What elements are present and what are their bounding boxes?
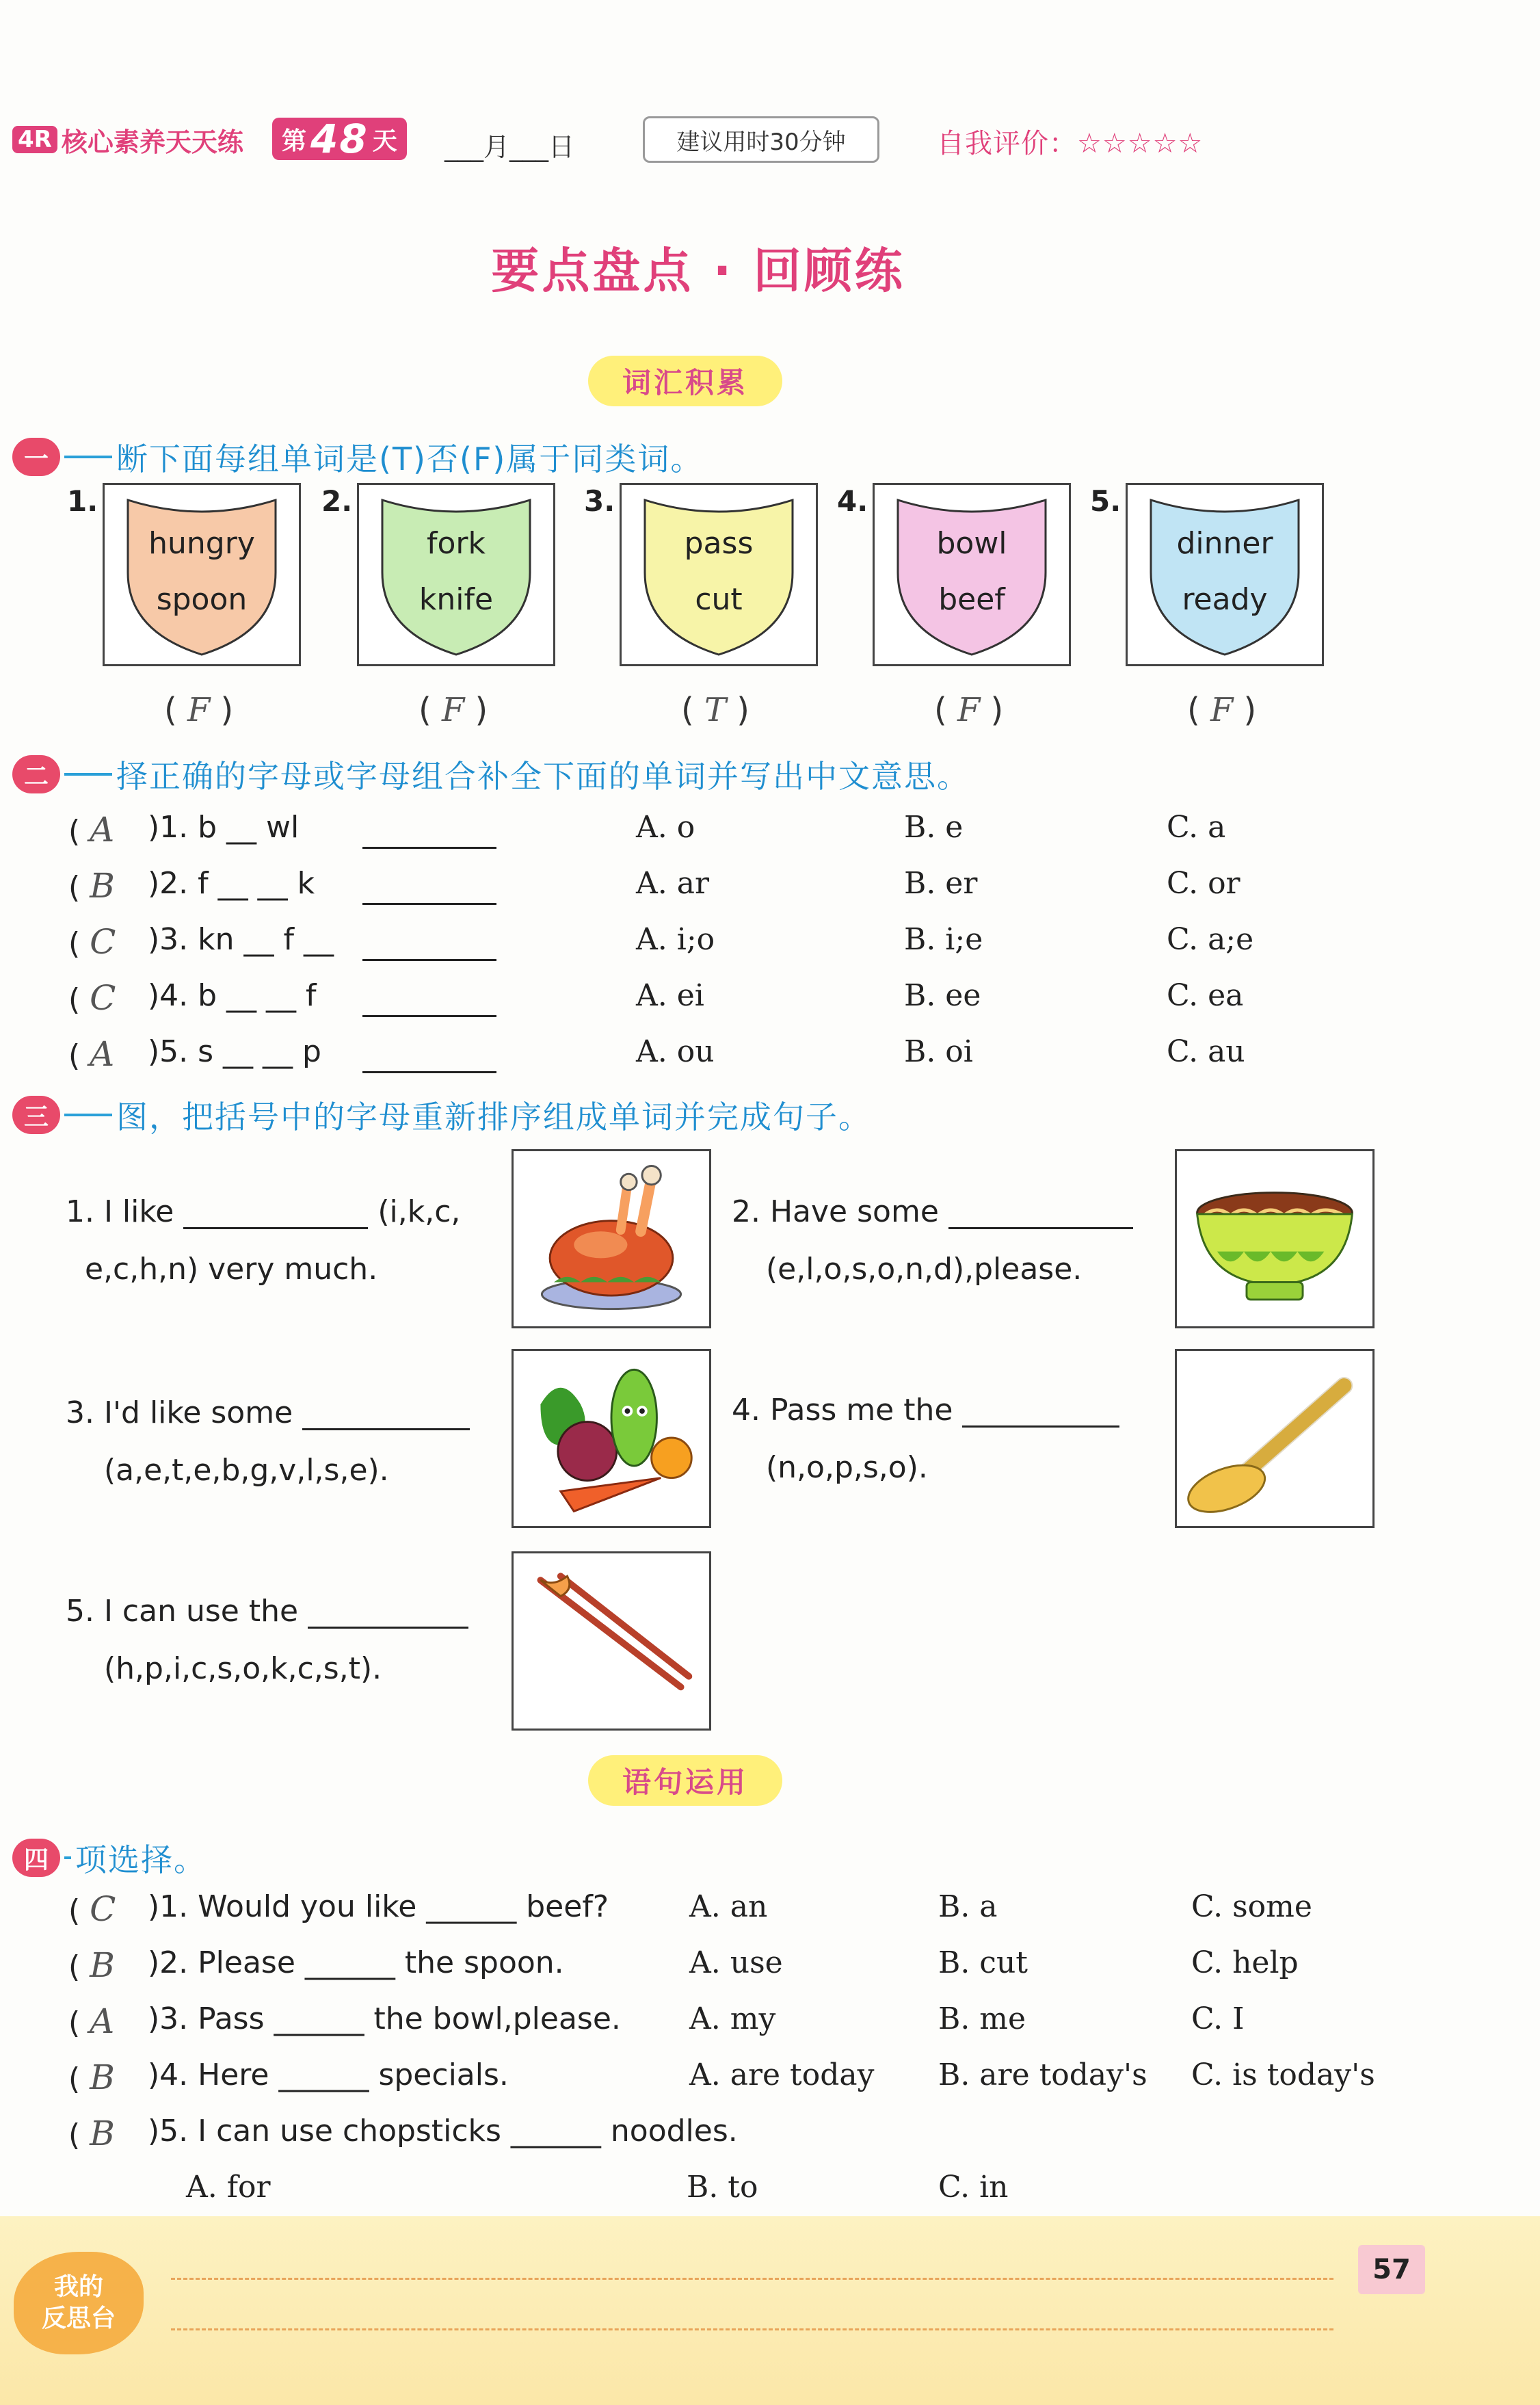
answer-bracket[interactable]: ( C bbox=[68, 978, 116, 1018]
sentence-banner: 语句运用 bbox=[588, 1755, 782, 1806]
section-instruction: 择正确的字母或字母组合补全下面的单词并写出中文意思。 bbox=[116, 758, 970, 795]
s3-text: (i,k,c, bbox=[377, 1194, 461, 1229]
question-text: )3. Pass ______ the bowl,please. bbox=[148, 2001, 621, 2036]
shield-icon bbox=[1140, 490, 1310, 660]
question-text: )1. Would you like ______ beef? bbox=[148, 1889, 609, 1924]
option-a[interactable]: A. an bbox=[689, 1889, 768, 1924]
reflection-badge bbox=[14, 2252, 144, 2354]
time-hint: 建议用时30分钟 bbox=[643, 116, 879, 163]
divider bbox=[64, 1856, 71, 1859]
section-3-heading bbox=[12, 1094, 871, 1135]
option-c[interactable]: C. ea bbox=[1167, 978, 1244, 1013]
option-c[interactable]: C. a bbox=[1167, 810, 1226, 845]
word-pair-card bbox=[357, 483, 555, 666]
section-instruction: 断下面每组单词是(T)否(F)属于同类词。 bbox=[116, 441, 704, 477]
word-2: knife bbox=[419, 582, 494, 617]
section-number: 一 bbox=[12, 438, 60, 476]
shield-icon bbox=[634, 490, 804, 660]
option-a[interactable]: A. o bbox=[636, 810, 695, 845]
handwritten-answer: C bbox=[90, 1889, 116, 1929]
day-number: 48 bbox=[310, 116, 369, 162]
s3-item-5-line-1 bbox=[66, 1594, 468, 1629]
meaning-blank[interactable] bbox=[362, 903, 496, 905]
handwritten-answer: B bbox=[90, 2114, 115, 2153]
section-2-heading bbox=[12, 754, 970, 795]
word-1: hungry bbox=[148, 526, 255, 561]
answer-bracket[interactable]: ( B bbox=[68, 2114, 115, 2153]
page-number: 57 bbox=[1358, 2245, 1425, 2294]
option-c[interactable]: C. is today's bbox=[1191, 2058, 1375, 2092]
vegetables-picture bbox=[512, 1349, 711, 1528]
answer-bracket[interactable]: ( F ) bbox=[934, 691, 1004, 729]
word-2: beef bbox=[938, 582, 1005, 617]
answer-blank[interactable] bbox=[962, 1425, 1119, 1428]
brand-name: 核心素养天天练 bbox=[61, 127, 243, 157]
word-2: cut bbox=[695, 582, 743, 617]
option-a[interactable]: A. ar bbox=[636, 866, 710, 901]
question-text: )3. kn __ f __ bbox=[148, 922, 334, 957]
word-2: ready bbox=[1182, 582, 1268, 617]
question-text: )4. Here ______ specials. bbox=[148, 2058, 509, 2092]
word-1: fork bbox=[427, 526, 486, 561]
question-text: )1. b __ wl bbox=[148, 810, 300, 845]
option-b[interactable]: B. are today's bbox=[938, 2058, 1147, 2092]
item-number: 1. bbox=[67, 484, 98, 518]
s3-item-4-line-1 bbox=[732, 1393, 1119, 1428]
option-c[interactable]: C. in bbox=[938, 2170, 1009, 2205]
option-b[interactable]: B. to bbox=[687, 2170, 758, 2205]
meaning-blank[interactable] bbox=[362, 847, 496, 849]
answer-bracket[interactable]: ( B bbox=[68, 2058, 115, 2097]
answer-bracket[interactable]: ( B bbox=[68, 1945, 115, 1985]
option-b[interactable]: B. a bbox=[938, 1889, 998, 1924]
shield-icon bbox=[117, 490, 287, 660]
option-a[interactable]: A. ou bbox=[636, 1034, 715, 1069]
section-instruction: 图，把括号中的字母重新排序组成单词并完成句子。 bbox=[116, 1099, 871, 1135]
word-2: spoon bbox=[156, 582, 248, 617]
word-pair-card bbox=[1126, 483, 1324, 666]
s3-item-3-line-1 bbox=[66, 1395, 470, 1430]
answer-bracket[interactable]: ( C bbox=[68, 922, 116, 962]
item-number: 2. bbox=[321, 484, 353, 518]
s3-text: 1. I like bbox=[66, 1194, 174, 1229]
answer-bracket[interactable]: ( T ) bbox=[681, 691, 749, 729]
option-a[interactable]: A. are today bbox=[689, 2058, 875, 2092]
section-number: 二 bbox=[12, 755, 60, 793]
answer-blank[interactable] bbox=[308, 1627, 468, 1629]
s3-item-2-line-2: (e,l,o,s,o,n,d),please. bbox=[766, 1252, 1083, 1287]
answer-bracket[interactable]: ( A bbox=[68, 2001, 115, 2041]
option-b[interactable]: B. ee bbox=[904, 978, 981, 1013]
chopsticks-picture bbox=[512, 1551, 711, 1731]
section-instruction: 项选择。 bbox=[75, 1841, 207, 1878]
handwritten-answer: F bbox=[1210, 691, 1234, 729]
s3-item-3-line-2: (a,e,t,e,b,g,v,l,s,e). bbox=[104, 1453, 389, 1488]
word-1: bowl bbox=[936, 526, 1007, 561]
meaning-blank[interactable] bbox=[362, 959, 496, 961]
option-c[interactable]: C. help bbox=[1191, 1945, 1299, 1980]
chicken-picture bbox=[512, 1149, 711, 1328]
answer-bracket[interactable]: ( F ) bbox=[164, 691, 234, 729]
option-c[interactable]: C. au bbox=[1167, 1034, 1245, 1069]
shield-icon bbox=[371, 490, 541, 660]
handwritten-answer: A bbox=[90, 1034, 115, 1074]
divider bbox=[64, 456, 112, 458]
item-number: 4. bbox=[837, 484, 868, 518]
s3-item-5-line-2: (h,p,i,c,s,o,k,c,s,t). bbox=[104, 1651, 382, 1686]
item-number: 3. bbox=[584, 484, 615, 518]
divider bbox=[64, 1114, 112, 1116]
option-a[interactable]: A. i;o bbox=[636, 922, 715, 957]
section-number: 三 bbox=[12, 1096, 60, 1134]
option-b[interactable]: B. e bbox=[904, 810, 964, 845]
meaning-blank[interactable] bbox=[362, 1015, 496, 1017]
date-field[interactable]: ___月___日 bbox=[444, 132, 575, 162]
question-text: )4. b __ __ f bbox=[148, 978, 317, 1013]
option-a[interactable]: A. use bbox=[689, 1945, 783, 1980]
option-a[interactable]: A. my bbox=[689, 2001, 776, 2036]
word-1: pass bbox=[684, 526, 754, 561]
s3-item-4-line-2: (n,o,p,s,o). bbox=[766, 1450, 928, 1485]
answer-bracket[interactable]: ( A bbox=[68, 1034, 115, 1074]
handwritten-answer: A bbox=[90, 810, 115, 850]
answer-blank[interactable] bbox=[183, 1227, 368, 1229]
answer-bracket[interactable]: ( C bbox=[68, 1889, 116, 1929]
question-text: )5. I can use chopsticks ______ noodles. bbox=[148, 2114, 738, 2148]
divider bbox=[64, 773, 112, 776]
handwritten-answer: B bbox=[90, 2058, 115, 2097]
option-b[interactable]: B. me bbox=[938, 2001, 1026, 2036]
day-suffix: 天 bbox=[372, 127, 397, 155]
s3-item-2-line-1 bbox=[732, 1194, 1133, 1229]
day-prefix: 第 bbox=[282, 127, 307, 155]
page-title: 要点盘点 · 回顾练 bbox=[491, 243, 905, 299]
s3-text: 3. I'd like some bbox=[66, 1395, 293, 1430]
section-number: 四 bbox=[12, 1839, 60, 1877]
reflection-line-1[interactable] bbox=[171, 2278, 1333, 2280]
handwritten-answer: A bbox=[90, 2001, 115, 2041]
answer-bracket[interactable]: ( A bbox=[68, 810, 115, 850]
s3-item-1-line-1 bbox=[66, 1194, 460, 1229]
word-1: dinner bbox=[1176, 526, 1273, 561]
answer-bracket[interactable]: ( F ) bbox=[419, 691, 488, 729]
meaning-blank[interactable] bbox=[362, 1071, 496, 1073]
brand-tag: 4R bbox=[12, 126, 57, 153]
handwritten-answer: B bbox=[90, 1945, 115, 1985]
s3-item-1-line-2: e,c,h,n) very much. bbox=[85, 1252, 378, 1287]
reflection-label-2: 反思台 bbox=[41, 2304, 116, 2332]
spoon-picture bbox=[1175, 1349, 1375, 1528]
vocab-banner: 词汇积累 bbox=[588, 356, 782, 406]
handwritten-answer: F bbox=[957, 691, 981, 729]
option-b[interactable]: B. cut bbox=[938, 1945, 1028, 1980]
option-c[interactable]: C. I bbox=[1191, 2001, 1245, 2036]
option-a[interactable]: A. ei bbox=[636, 978, 704, 1013]
option-b[interactable]: B. oi bbox=[904, 1034, 973, 1069]
shield-icon bbox=[887, 490, 1057, 660]
option-c[interactable]: C. some bbox=[1191, 1889, 1312, 1924]
option-a[interactable]: A. for bbox=[186, 2170, 271, 2205]
handwritten-answer: C bbox=[90, 978, 116, 1018]
reflection-label-1: 我的 bbox=[53, 2273, 103, 2301]
option-c[interactable]: C. or bbox=[1167, 866, 1240, 901]
answer-bracket[interactable]: ( B bbox=[68, 866, 115, 906]
word-pair-card bbox=[873, 483, 1071, 666]
handwritten-answer: C bbox=[90, 922, 116, 962]
s3-text: 5. I can use the bbox=[66, 1594, 299, 1629]
footer-band bbox=[0, 2216, 1540, 2405]
option-b[interactable]: B. i;e bbox=[904, 922, 983, 957]
section-1-heading bbox=[12, 436, 703, 477]
s3-text: 2. Have some bbox=[732, 1194, 939, 1229]
option-b[interactable]: B. er bbox=[904, 866, 978, 901]
brand-label bbox=[12, 122, 243, 157]
question-text: )2. f __ __ k bbox=[148, 866, 315, 901]
s3-text: 4. Pass me the bbox=[732, 1393, 953, 1428]
handwritten-answer: T bbox=[704, 691, 726, 729]
day-badge bbox=[272, 118, 407, 160]
question-text: )2. Please ______ the spoon. bbox=[148, 1945, 564, 1980]
answer-bracket[interactable]: ( F ) bbox=[1187, 691, 1257, 729]
item-number: 5. bbox=[1090, 484, 1121, 518]
handwritten-answer: F bbox=[441, 691, 465, 729]
question-text: )5. s __ __ p bbox=[148, 1034, 321, 1069]
handwritten-answer: B bbox=[90, 866, 115, 906]
answer-blank[interactable] bbox=[948, 1227, 1133, 1229]
section-4-heading bbox=[12, 1837, 207, 1878]
option-c[interactable]: C. a;e bbox=[1167, 922, 1254, 957]
handwritten-answer: F bbox=[187, 691, 211, 729]
word-pair-card bbox=[103, 483, 301, 666]
word-pair-card bbox=[620, 483, 818, 666]
answer-blank[interactable] bbox=[302, 1428, 470, 1430]
noodles-picture bbox=[1175, 1149, 1375, 1328]
self-evaluation-stars[interactable]: 自我评价：☆☆☆☆☆ bbox=[937, 128, 1204, 159]
reflection-line-2[interactable] bbox=[171, 2328, 1333, 2330]
